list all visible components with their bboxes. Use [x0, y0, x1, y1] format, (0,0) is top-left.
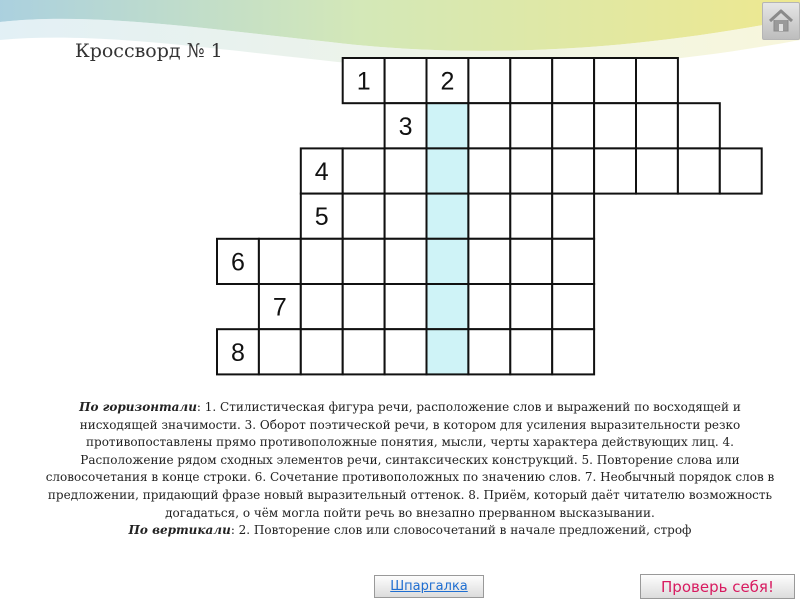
crossword-cell[interactable] — [468, 148, 510, 193]
crossword-cell[interactable] — [594, 148, 636, 193]
home-icon — [767, 7, 795, 35]
crossword-cell[interactable] — [343, 194, 385, 239]
crossword-cell[interactable] — [552, 329, 594, 374]
crossword-cell[interactable] — [259, 329, 301, 374]
crossword-cell[interactable] — [385, 148, 427, 193]
crossword-cell[interactable] — [468, 329, 510, 374]
page-title: Кроссворд № 1 — [75, 40, 223, 62]
clue-number-4: 4 — [314, 158, 329, 186]
vertical-header: По вертикали — [128, 523, 231, 538]
crossword-cell[interactable] — [427, 284, 469, 329]
crossword-cell[interactable] — [552, 58, 594, 103]
crossword-cell[interactable] — [468, 103, 510, 148]
horizontal-header: По горизонтали — [79, 400, 197, 414]
crossword-cell[interactable] — [343, 239, 385, 284]
crossword-cell[interactable] — [510, 58, 552, 103]
crossword-cell[interactable] — [259, 284, 301, 329]
crossword-cell[interactable] — [636, 148, 678, 193]
check-yourself-button[interactable]: Проверь себя! — [640, 574, 795, 599]
crossword-cell[interactable] — [427, 148, 469, 193]
vertical-clues: : 2. Повторение слов или словосочетаний в начале предложений, строф — [230, 523, 692, 538]
crossword-cell[interactable] — [636, 58, 678, 103]
crossword-cell[interactable] — [385, 329, 427, 374]
clue-number-6: 6 — [230, 248, 245, 277]
crossword-cell[interactable] — [427, 103, 469, 148]
crossword-cell[interactable] — [552, 284, 594, 329]
crossword-cell[interactable] — [510, 148, 552, 193]
crossword-cell[interactable] — [301, 329, 343, 374]
crossword-cell[interactable] — [343, 148, 385, 193]
crossword-cell[interactable] — [301, 239, 343, 284]
clue-number-5: 5 — [314, 203, 329, 232]
crossword-cell[interactable] — [301, 194, 343, 239]
cheat-sheet-button[interactable]: Шпаргалка — [374, 575, 484, 598]
crossword-cell[interactable] — [385, 239, 427, 284]
crossword-cell[interactable] — [552, 148, 594, 193]
crossword-cell[interactable] — [468, 58, 510, 103]
crossword-cell[interactable] — [678, 103, 720, 148]
home-button[interactable] — [762, 2, 800, 40]
crossword-cell[interactable] — [552, 103, 594, 148]
crossword-cell[interactable] — [427, 194, 469, 239]
crossword-cell[interactable] — [259, 239, 301, 284]
crossword-cell[interactable] — [510, 329, 552, 374]
crossword-cell[interactable] — [343, 284, 385, 329]
horizontal-clues: : 1. Стилистическая фигура речи, расположение слов и выражений по восходящей и нисходящей значимости. 3. Оборот поэтической речи, в котором для усиления выразительности резко противопоставлены прямо противоположные понятия, мысли, черты характера действующих лиц. 4. Расположение рядом сходных элементов речи, синтаксических конструкций. 5. Повторение слова или словосочетания в конце строки. 6. Сочетание противоположных по значению слов. 7. Необычный порядок слов в предложении, придающий фразе новый выразительный оттенок. 8. Приём, который даёт читателю возможность догадаться, о чём могла пойти речь во внезапно прерванном высказывании. — [45, 400, 775, 520]
crossword-cell[interactable] — [427, 239, 469, 284]
crossword-cell[interactable] — [301, 284, 343, 329]
clue-number-3: 3 — [398, 112, 413, 141]
crossword-cell[interactable] — [217, 239, 259, 284]
crossword-cell[interactable] — [343, 58, 385, 103]
crossword-cell[interactable] — [678, 148, 720, 193]
crossword-cell[interactable] — [552, 239, 594, 284]
crossword-cell[interactable] — [468, 284, 510, 329]
crossword-cell[interactable] — [510, 103, 552, 148]
crossword-cell[interactable] — [552, 194, 594, 239]
clues-block — [40, 399, 780, 540]
crossword-cell[interactable] — [510, 194, 552, 239]
crossword-cell[interactable] — [343, 329, 385, 374]
crossword-cell[interactable] — [427, 58, 469, 103]
crossword-cell[interactable] — [385, 284, 427, 329]
crossword-cell[interactable] — [385, 58, 427, 103]
crossword-cell[interactable] — [510, 239, 552, 284]
crossword-cell[interactable] — [217, 329, 259, 374]
clue-number-1: 1 — [356, 67, 371, 96]
clue-number-8: 8 — [230, 338, 245, 367]
crossword-cell[interactable] — [636, 103, 678, 148]
crossword-cell[interactable] — [301, 148, 343, 193]
crossword-cell[interactable] — [427, 329, 469, 374]
clue-number-7: 7 — [272, 293, 287, 322]
crossword-cell[interactable] — [510, 284, 552, 329]
clue-number-2: 2 — [440, 67, 455, 96]
crossword-cell[interactable] — [468, 194, 510, 239]
crossword-cell[interactable] — [594, 103, 636, 148]
crossword-cell[interactable] — [468, 239, 510, 284]
crossword-cell[interactable] — [385, 103, 427, 148]
crossword-cell[interactable] — [594, 58, 636, 103]
crossword-cell[interactable] — [385, 194, 427, 239]
crossword-cell[interactable] — [720, 148, 762, 193]
